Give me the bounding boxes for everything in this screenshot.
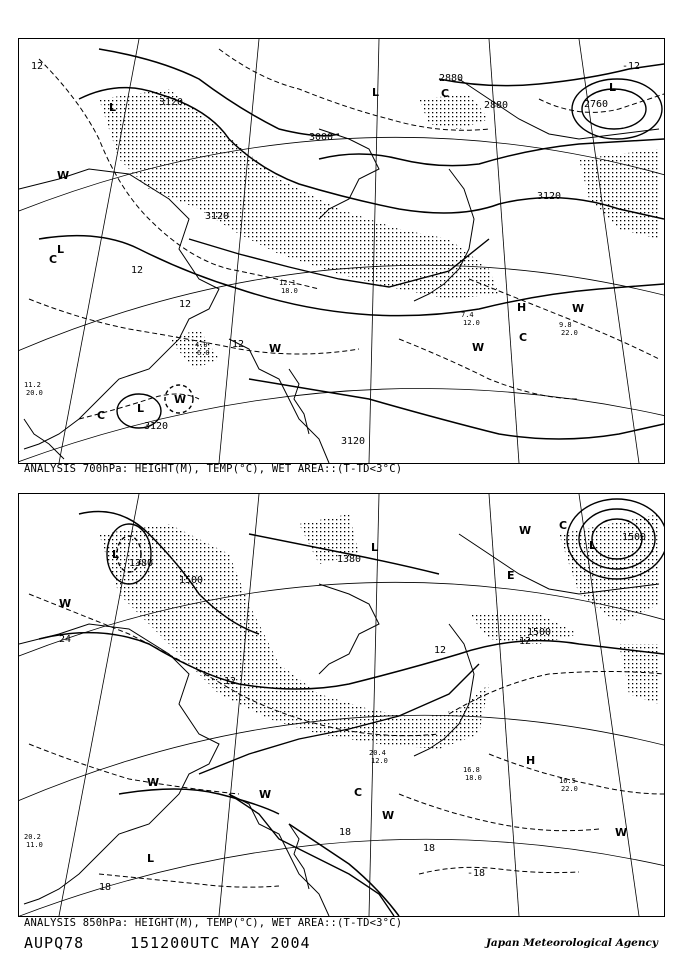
svg-text:12: 12 <box>179 299 192 310</box>
svg-text:-18: -18 <box>467 868 486 879</box>
svg-text:6.0: 6.0 <box>197 349 210 357</box>
svg-text:H: H <box>517 301 527 314</box>
svg-text:1500: 1500 <box>622 532 647 543</box>
svg-text:1500: 1500 <box>179 575 204 586</box>
valid-time: 151200UTC MAY 2004 <box>130 934 311 952</box>
svg-text:24: 24 <box>59 634 72 645</box>
svg-text:3120: 3120 <box>537 191 562 202</box>
svg-text:12.1: 12.1 <box>279 279 296 287</box>
svg-text:W: W <box>259 788 272 801</box>
svg-text:L: L <box>137 402 145 415</box>
svg-text:3120: 3120 <box>205 211 230 222</box>
svg-text:L: L <box>147 852 155 865</box>
svg-text:C: C <box>441 87 450 100</box>
svg-text:3120: 3120 <box>144 421 169 432</box>
svg-text:7.4: 7.4 <box>461 311 474 319</box>
wet-area-shading <box>99 514 659 749</box>
svg-text:1500: 1500 <box>527 627 552 638</box>
svg-text:H: H <box>526 754 536 767</box>
svg-text:18: 18 <box>423 843 436 854</box>
svg-text:16.5: 16.5 <box>559 777 576 785</box>
svg-text:1380: 1380 <box>129 558 154 569</box>
svg-text:9.8: 9.8 <box>559 321 572 329</box>
map-850hpa <box>18 493 665 917</box>
svg-text:W: W <box>472 341 485 354</box>
svg-text:20.4: 20.4 <box>369 749 386 757</box>
svg-text:18: 18 <box>339 827 352 838</box>
svg-text:18.0: 18.0 <box>281 287 298 295</box>
svg-text:W: W <box>519 524 532 537</box>
station-plots <box>24 279 578 397</box>
bulletin-code: AUPQ78 <box>24 934 85 952</box>
svg-text:C: C <box>559 519 568 532</box>
svg-text:L: L <box>609 81 617 94</box>
svg-text:12: 12 <box>519 636 532 647</box>
svg-text:12: 12 <box>31 61 44 72</box>
svg-text:W: W <box>615 826 628 839</box>
svg-text:1380: 1380 <box>337 554 362 565</box>
svg-text:2880: 2880 <box>439 73 464 84</box>
svg-text:18.0: 18.0 <box>465 774 482 782</box>
svg-text:W: W <box>269 342 282 355</box>
svg-text:L: L <box>589 539 597 552</box>
svg-text:4.0: 4.0 <box>195 341 208 349</box>
isotherms <box>29 594 664 887</box>
svg-text:2880: 2880 <box>484 100 509 111</box>
svg-text:12: 12 <box>224 676 237 687</box>
svg-text:W: W <box>57 169 70 182</box>
svg-text:W: W <box>59 597 72 610</box>
svg-text:3120: 3120 <box>159 97 184 108</box>
svg-text:11.0: 11.0 <box>26 841 43 849</box>
caption-850hpa: ANALYSIS 850hPa: HEIGHT(M), TEMP(°C), WET AREA::(T-TD<3°C) <box>24 917 403 929</box>
svg-text:3000: 3000 <box>309 132 334 143</box>
svg-text:L: L <box>57 243 65 256</box>
svg-text:C: C <box>97 409 106 422</box>
wet-area-shading <box>99 89 659 369</box>
svg-text:W: W <box>382 809 395 822</box>
svg-text:L: L <box>371 541 379 554</box>
svg-text:E: E <box>507 569 515 582</box>
map-850hpa-canvas <box>19 494 664 916</box>
svg-text:16.8: 16.8 <box>463 766 480 774</box>
svg-text:20.0: 20.0 <box>26 389 43 397</box>
svg-text:W: W <box>147 776 160 789</box>
svg-text:C: C <box>354 786 363 799</box>
svg-text:22.0: 22.0 <box>561 329 578 337</box>
svg-text:12.0: 12.0 <box>371 757 388 765</box>
svg-text:C: C <box>519 331 528 344</box>
svg-text:20.2: 20.2 <box>24 833 41 841</box>
svg-text:W: W <box>572 302 585 315</box>
svg-text:L: L <box>109 101 117 114</box>
svg-text:18: 18 <box>99 882 112 893</box>
station-plots <box>24 749 578 849</box>
svg-text:22.0: 22.0 <box>561 785 578 793</box>
svg-text:2760: 2760 <box>584 99 609 110</box>
svg-text:L: L <box>372 86 380 99</box>
svg-text:W: W <box>174 393 187 406</box>
map-700hpa <box>18 38 665 464</box>
agency-credit: Japan Meteorological Agency <box>485 937 658 949</box>
svg-text:12: 12 <box>232 339 245 350</box>
svg-text:12: 12 <box>434 645 447 656</box>
svg-text:C: C <box>49 253 58 266</box>
svg-text:11.2: 11.2 <box>24 381 41 389</box>
svg-text:-12: -12 <box>622 61 641 72</box>
map-700hpa-canvas <box>19 39 664 463</box>
svg-text:L: L <box>112 548 120 561</box>
caption-700hpa: ANALYSIS 700hPa: HEIGHT(M), TEMP(°C), WET AREA::(T-TD<3°C) <box>24 463 403 475</box>
svg-text:12.0: 12.0 <box>463 319 480 327</box>
svg-text:3120: 3120 <box>341 436 366 447</box>
svg-text:12: 12 <box>131 265 144 276</box>
